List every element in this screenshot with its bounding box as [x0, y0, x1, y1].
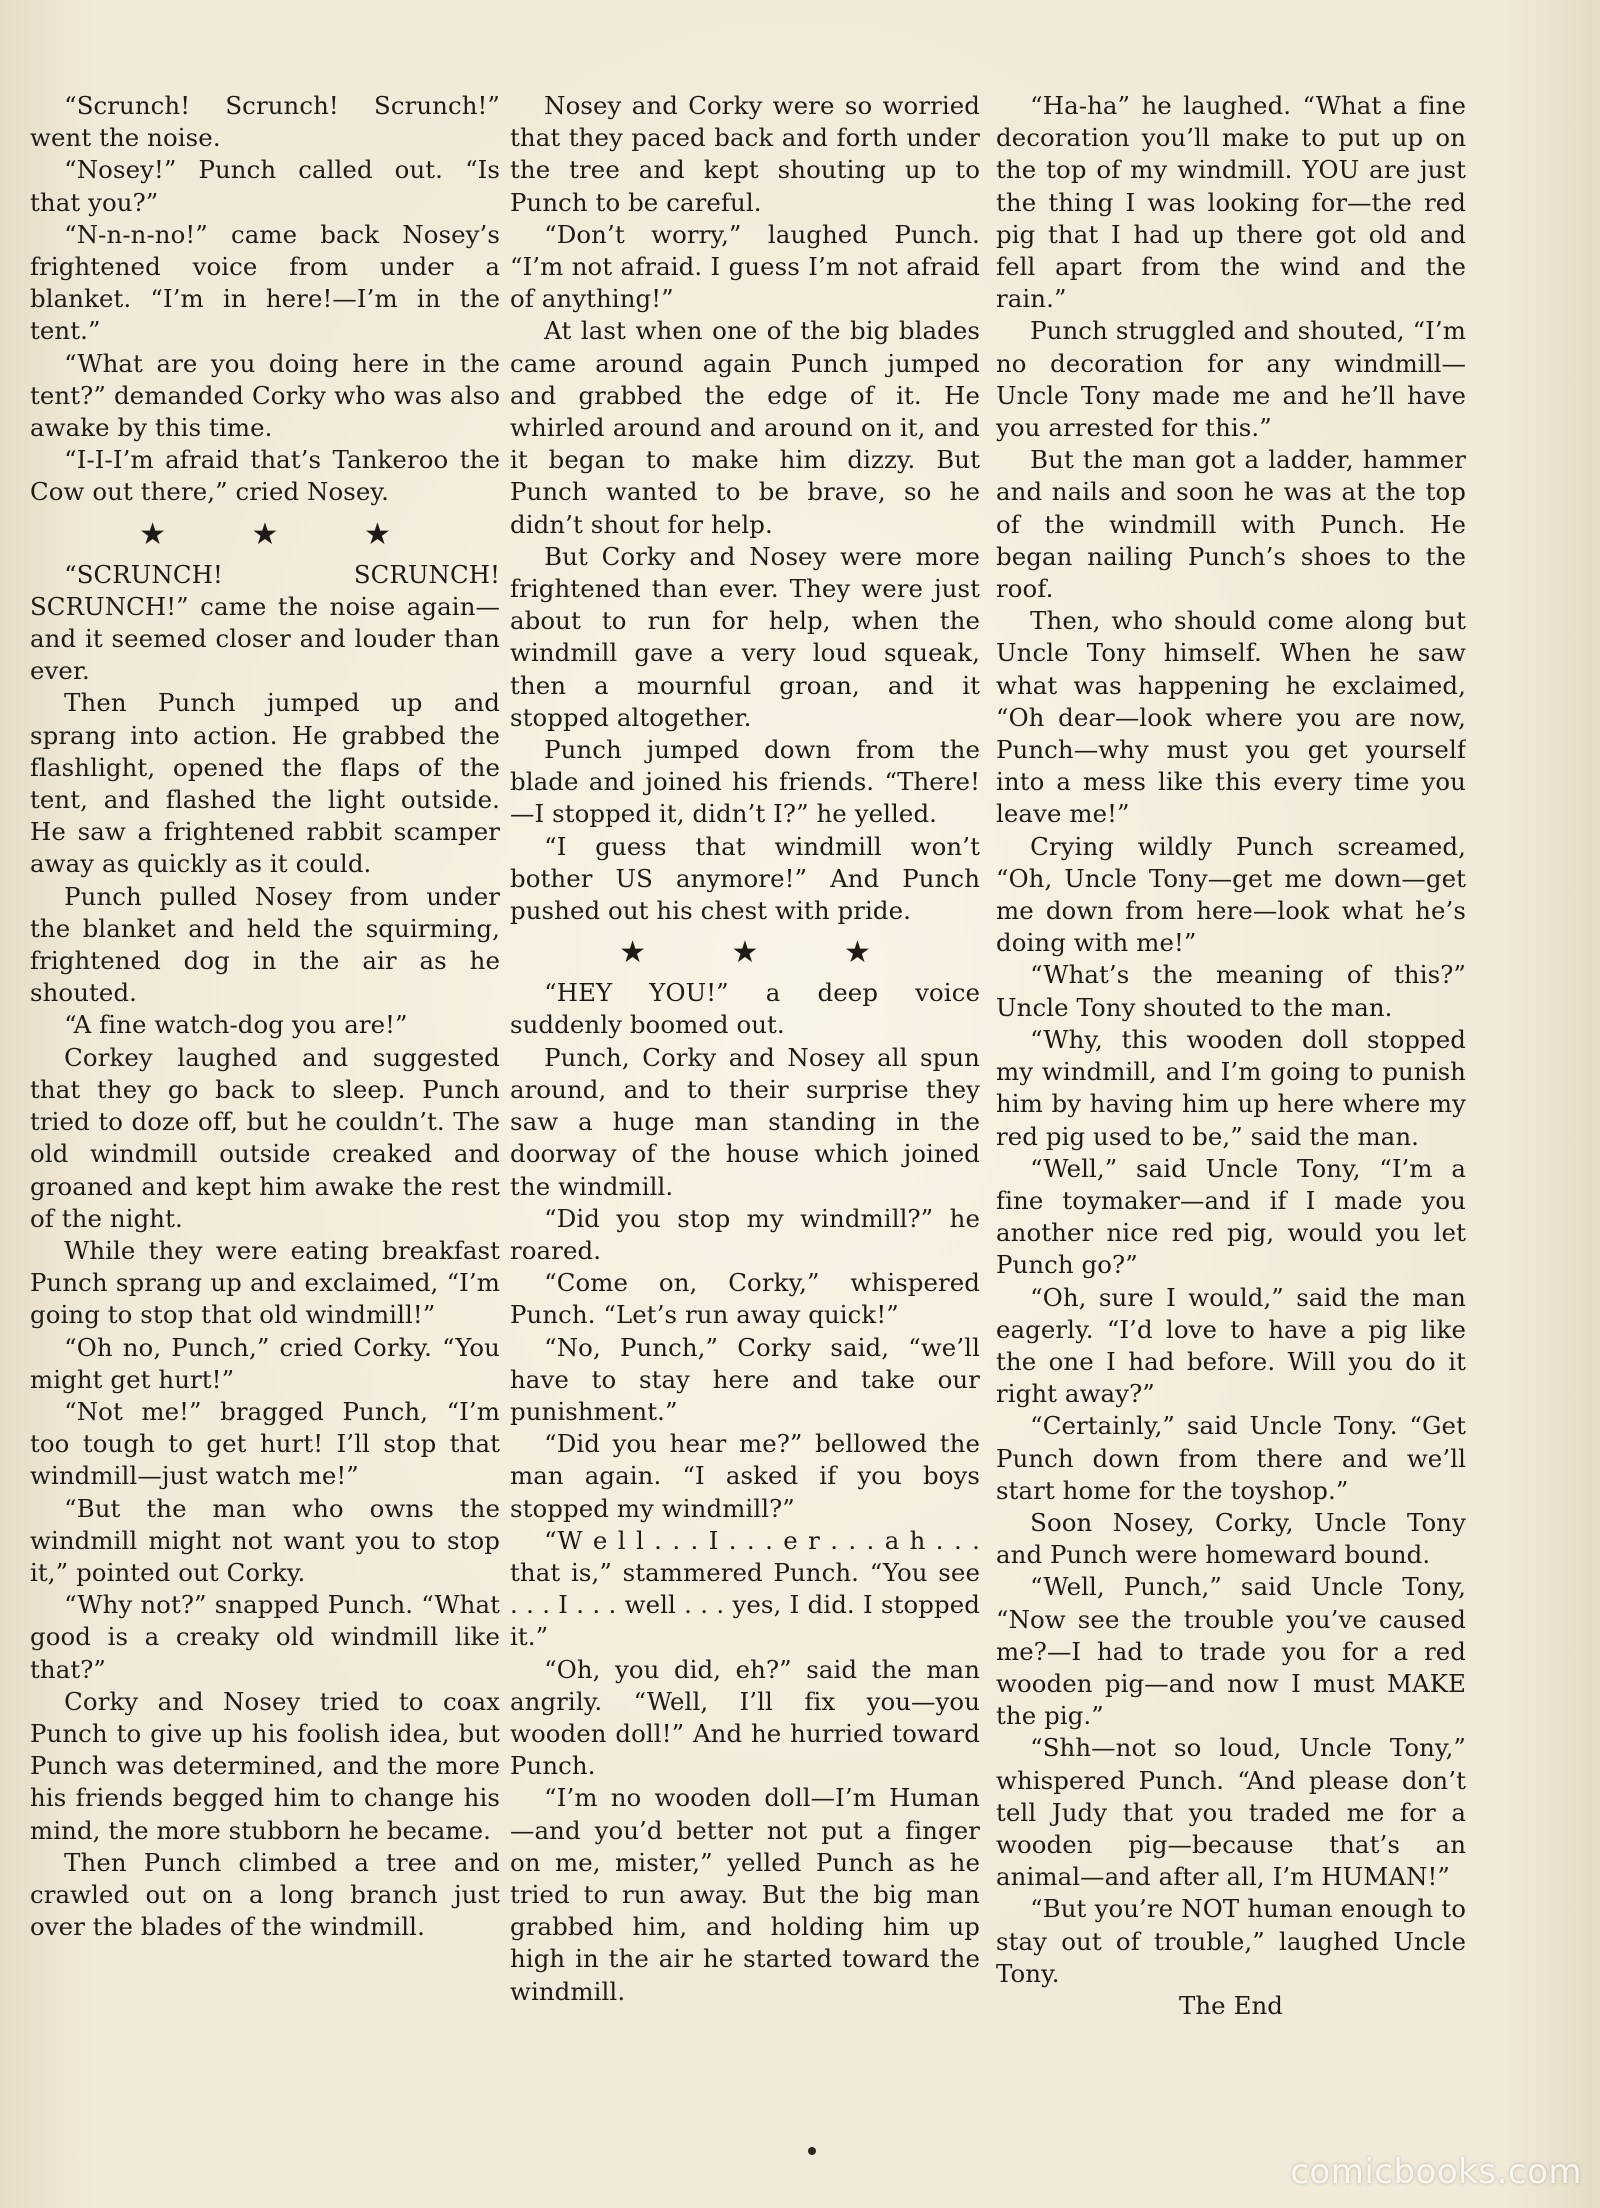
paragraph: “Did you stop my windmill?” he roared. — [510, 1203, 980, 1265]
section-break-stars: ★ ★ ★ — [619, 935, 909, 971]
paragraph: At last when one of the big blades came around again Punch jumped and grabbed the edge of it. He whirled around and around on it, and it began to make him dizzy. But Punch wanted to be brave, so he didn’t shout for help. — [510, 316, 980, 539]
paragraph: “Not me!” bragged Punch, “I’m too tough to get hurt! I’ll stop that windmill—just watch me!” — [30, 1396, 500, 1491]
paragraph: “Don’t worry,” laughed Punch. “I’m not afraid. I guess I’m not afraid of anything!” — [510, 219, 980, 314]
paragraph: “I-I-I’m afraid that’s Tankeroo the Cow out there,” cried Nosey. — [30, 445, 500, 507]
paragraph: “But the man who owns the windmill might not want you to stop it,” pointed out Corky. — [30, 1493, 500, 1587]
text-column-2 — [510, 90, 980, 2130]
paragraph: “N-n-n-no!” came back Nosey’s frightened voice from under a blanket. “I’m in here!—I’m in the tent.” — [30, 219, 500, 346]
paragraph: “No, Punch,” Corky said, “we’ll have to stay here and take our punishment.” — [510, 1332, 980, 1426]
paragraph: “Come on, Corky,” whispered Punch. “Let’s run away quick!” — [510, 1268, 980, 1330]
paragraph: While they were eating breakfast Punch sprang up and exclaimed, “I’m going to stop that old windmill!” — [30, 1235, 500, 1330]
text-column-3 — [996, 90, 1466, 2130]
paragraph: “Scrunch! Scrunch! Scrunch!” went the noise. — [30, 91, 500, 153]
paragraph: “Certainly,” said Uncle Tony. “Get Punch down from there and we’ll start home for the toyshop.” — [996, 1411, 1466, 1505]
paragraph: “What are you doing here in the tent?” demanded Corky who was also awake by this time. — [30, 348, 500, 443]
section-break-stars: ★ ★ ★ — [139, 516, 429, 552]
page-center-dot — [808, 2147, 816, 2155]
paragraph: “Why, this wooden doll stopped my windmill, and I’m going to punish him by having him up here where my red pig used to be,” said the man. — [996, 1024, 1466, 1151]
paragraph: “Shh—not so loud, Uncle Tony,” whispered Punch. “And please don’t tell Judy that you traded me for a wooden pig—because that’s an animal—and after all, I’m HUMAN!” — [996, 1733, 1466, 1892]
paragraph: “W e l l . . . I . . . e r . . . a h . . . that is,” stammered Punch. “You see . . . I . . . well . . . yes, I did. I stopped it.” — [510, 1525, 980, 1652]
paragraph: “HEY YOU!” a deep voice suddenly boomed out. — [510, 978, 980, 1040]
paragraph: “Ha-ha” he laughed. “What a fine decoration you’ll make to put up on the top of my windmill. YOU are just the thing I was looking for—the red pig that I had up there got old and fell apart from the wind and the rain.” — [996, 91, 1466, 314]
paragraph: “Oh, you did, eh?” said the man angrily. “Well, I’ll fix you—you wooden doll!” And he hurried toward Punch. — [510, 1654, 980, 1781]
text-column-1 — [30, 90, 500, 2130]
paragraph: Then Punch climbed a tree and crawled out on a long branch just over the blades of the windmill. — [30, 1847, 500, 1942]
paragraph: “Well, Punch,” said Uncle Tony, “Now see the trouble you’ve caused me?—I had to trade you for a red wooden pig—and now I must MAKE the pig.” — [996, 1572, 1466, 1731]
paragraph: Punch, Corky and Nosey all spun around, and to their surprise they saw a huge man standing in the doorway of the house which joined the windmill. — [510, 1042, 980, 1201]
paragraph: “What’s the meaning of this?” Uncle Tony shouted to the man. — [996, 960, 1466, 1022]
paragraph: Soon Nosey, Corky, Uncle Tony and Punch were homeward bound. — [996, 1507, 1466, 1570]
paragraph: “Why not?” snapped Punch. “What good is a creaky old windmill like that?” — [30, 1590, 500, 1684]
paragraph: Punch struggled and shouted, “I’m no decoration for any windmill—Uncle Tony made me and he’ll have you arrested for this.” — [996, 316, 1466, 443]
paragraph: “Well,” said Uncle Tony, “I’m a fine toymaker—and if I made you another nice red pig, would you let Punch go?” — [996, 1153, 1466, 1280]
paragraph: Corky and Nosey tried to coax Punch to give up his foolish idea, but Punch was determined, and the more his friends begged him to change his mind, the more stubborn he became. — [30, 1686, 500, 1845]
story-ending: The End — [1179, 1990, 1283, 2020]
paragraph: Then, who should come along but Uncle Tony himself. When he saw what was happening he exclaimed, “Oh dear—look where you are now, Punch—why must you get yourself into a mess like this every time you leave me!” — [996, 606, 1466, 829]
watermark: comicbooks.com — [1290, 2152, 1582, 2192]
paragraph: “I guess that windmill won’t bother US anymore!” And Punch pushed out his chest with pride. — [510, 831, 980, 926]
paragraph: “Oh, sure I would,” said the man eagerly. “I’d love to have a pig like the one I had before. Will you do it right away?” — [996, 1282, 1466, 1409]
paragraph: Then Punch jumped up and sprang into action. He grabbed the flashlight, opened the flaps of the tent, and flashed the light outside. He saw a frightened rabbit scamper away as quickly as it could. — [30, 688, 500, 879]
paragraph: “SCRUNCH! SCRUNCH! SCRUNCH!” came the noise again—and it seemed closer and louder than ever. — [30, 559, 500, 686]
paragraph: “A fine watch-dog you are!” — [64, 1010, 408, 1040]
paragraph: Punch jumped down from the blade and joined his friends. “There!—I stopped it, didn’t I?” he yelled. — [510, 735, 980, 829]
paragraph: “Oh no, Punch,” cried Corky. “You might get hurt!” — [30, 1332, 500, 1394]
paragraph: Punch pulled Nosey from under the blanket and held the squirming, frightened dog in the air as he shouted. — [30, 881, 500, 1008]
paragraph: But the man got a ladder, hammer and nails and soon he was at the top of the windmill with Punch. He began nailing Punch’s shoes to the roof. — [996, 445, 1466, 604]
paragraph: “Did you hear me?” bellowed the man again. “I asked if you boys stopped my windmill?” — [510, 1429, 980, 1523]
paragraph: “But you’re NOT human enough to stay out of trouble,” laughed Uncle Tony. — [996, 1894, 1466, 1988]
paragraph: “Nosey!” Punch called out. “Is that you?” — [30, 155, 500, 217]
paragraph: Crying wildly Punch screamed, “Oh, Uncle Tony—get me down—get me down from here—look what he’s doing with me!” — [996, 831, 1466, 958]
paragraph: But Corky and Nosey were more frightened than ever. They were just about to run for help, when the windmill gave a very loud squeak, then a mournful groan, and it stopped altogether. — [510, 541, 980, 732]
paragraph: Nosey and Corky were so worried that they paced back and forth under the tree and kept shouting up to Punch to be careful. — [510, 91, 980, 217]
paragraph: Corkey laughed and suggested that they go back to sleep. Punch tried to doze off, but he couldn’t. The old windmill outside creaked and groaned and kept him awake the rest of the night. — [30, 1042, 500, 1233]
paragraph: “I’m no wooden doll—I’m Human—and you’d better not put a finger on me, mister,” yelled Punch as he tried to run away. But the big man grabbed him, and holding him up high in the air he started toward the windmill. — [510, 1783, 980, 2006]
